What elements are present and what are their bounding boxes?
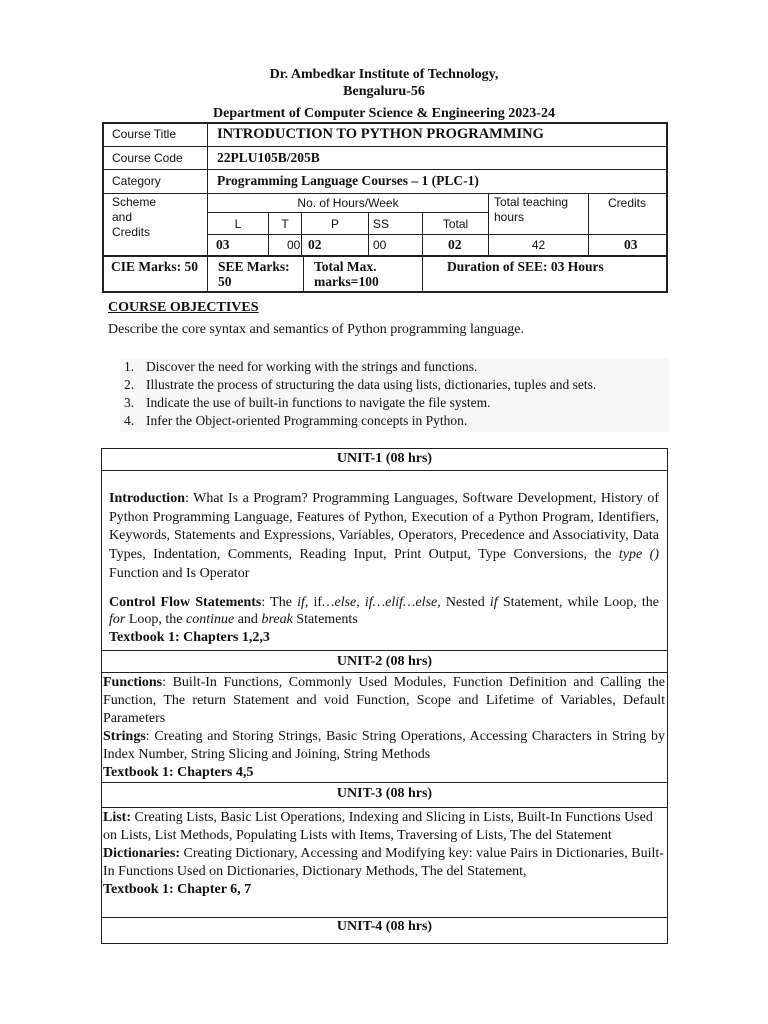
- total-teaching-hours-label: Total teaching hours: [494, 195, 569, 224]
- unit-3-title: UNIT-3 (08 hrs): [102, 783, 667, 808]
- unit-1-introduction: Introduction: What Is a Program? Programming Languages, Software Development, History of Python Programming Language, Features of Python, Execution of a Python Program, Identifiers, Keywords, Statements and Expressions, Variables, Operators, Precedence and Associativity, Data Types, Indentation, Comments, Reading Input, Print Output, Type Conversions, the type () Function and Is Operator: [109, 491, 659, 581]
- unit-4-box: [101, 917, 668, 944]
- course-title-label: Course Title: [112, 127, 177, 141]
- teaching-hours-value: 42: [531, 238, 546, 252]
- unit-4-title: UNIT-4 (08 hrs): [336, 919, 433, 934]
- course-code-label: Course Code: [112, 151, 183, 165]
- credits-label: Credits: [607, 196, 646, 210]
- hours-week-label: No. of Hours/Week: [297, 196, 399, 210]
- unit-1-box: [101, 448, 668, 651]
- self-study-label: SS: [373, 217, 390, 231]
- see-marks: SEE Marks: 50: [218, 259, 290, 289]
- department-title: Department of Computer Science & Engineering 2023-24: [213, 106, 555, 121]
- institute-name: Dr. Ambedkar Institute of Technology,: [269, 67, 499, 82]
- practical-label: P: [330, 217, 339, 231]
- course-title-value: INTRODUCTION TO PYTHON PROGRAMMING: [217, 126, 544, 142]
- objectives-list: [120, 358, 669, 432]
- list-item: 1. Discover the need for working with the strings and functions.: [124, 359, 478, 374]
- course-code-value: 22PLU105B/205B: [217, 150, 320, 165]
- objectives-intro: Describe the core syntax and semantics of Python programming language.: [108, 322, 524, 337]
- scheme-credits-label: Scheme and Credits: [112, 195, 157, 239]
- cie-marks: CIE Marks: 50: [111, 259, 198, 274]
- unit-1-textbook: Textbook 1: Chapters 1,2,3: [109, 629, 270, 645]
- total-label: Total: [442, 217, 469, 231]
- unit-2-strings: Strings: Creating and Storing Strings, Basic String Operations, Accessing Characters in String by Index Number, String Slicing and Joining, String Methods: [103, 729, 665, 762]
- tutorial-value: 00: [287, 238, 301, 252]
- course-info-table: [102, 122, 668, 293]
- tutorial-label: T: [281, 217, 289, 231]
- institute-city: Bengaluru-56: [343, 84, 425, 99]
- unit-2-functions: Functions: Built-In Functions, Commonly Used Modules, Function Definition and Calling the Function, The return Statement and void Function, Scope and Lifetime of Variables, Default Parameters: [103, 675, 665, 726]
- list-item: 4. Infer the Object-oriented Programming concepts in Python.: [124, 413, 468, 428]
- lecture-value: 03: [216, 237, 230, 252]
- list-item: 3. Indicate the use of built-in functions to navigate the file system.: [124, 395, 491, 410]
- unit-2-title: UNIT-2 (08 hrs): [102, 651, 667, 673]
- unit-3-textbook: Textbook 1: Chapter 6, 7: [103, 882, 252, 897]
- unit-3-list: List: Creating Lists, Basic List Operations, Indexing and Slicing in Lists, Built-In Functions Used on Lists, List Methods, Populating Lists with Items, Traversing of Lists, The del Statement: [103, 810, 653, 843]
- total-value: 02: [448, 237, 462, 252]
- lecture-label: L: [234, 217, 242, 231]
- unit-3-box: [101, 782, 668, 918]
- objectives-title: COURSE OBJECTIVES: [108, 300, 259, 315]
- list-item: 2. Illustrate the process of structuring the data using lists, dictionaries, tuples and sets.: [124, 377, 597, 392]
- unit-1-title: UNIT-1 (08 hrs): [102, 449, 667, 471]
- duration-of-see: Duration of SEE: 03 Hours: [447, 259, 604, 274]
- credits-value: 03: [624, 237, 638, 252]
- practical-value: 02: [308, 237, 322, 252]
- unit-3-dictionaries: Dictionaries: Creating Dictionary, Accessing and Modifying key: value Pairs in Dictionaries, Built-In Functions Used on Dictionaries, Dictionary Methods, The del Statement,: [103, 846, 664, 879]
- unit-1-control-flow: Control Flow Statements: The if, if…else, if…elif…else, Nested if Statement, while Loop, the for Loop, the continue and break Statements: [109, 594, 660, 628]
- category-value: Programming Language Courses – 1 (PLC-1): [217, 173, 479, 188]
- unit-2-box: [101, 650, 668, 783]
- category-label: Category: [112, 174, 161, 188]
- self-study-value: 00: [373, 238, 387, 252]
- unit-2-textbook: Textbook 1: Chapters 4,5: [103, 765, 254, 780]
- total-max-marks: Total Max. marks=100: [314, 259, 379, 289]
